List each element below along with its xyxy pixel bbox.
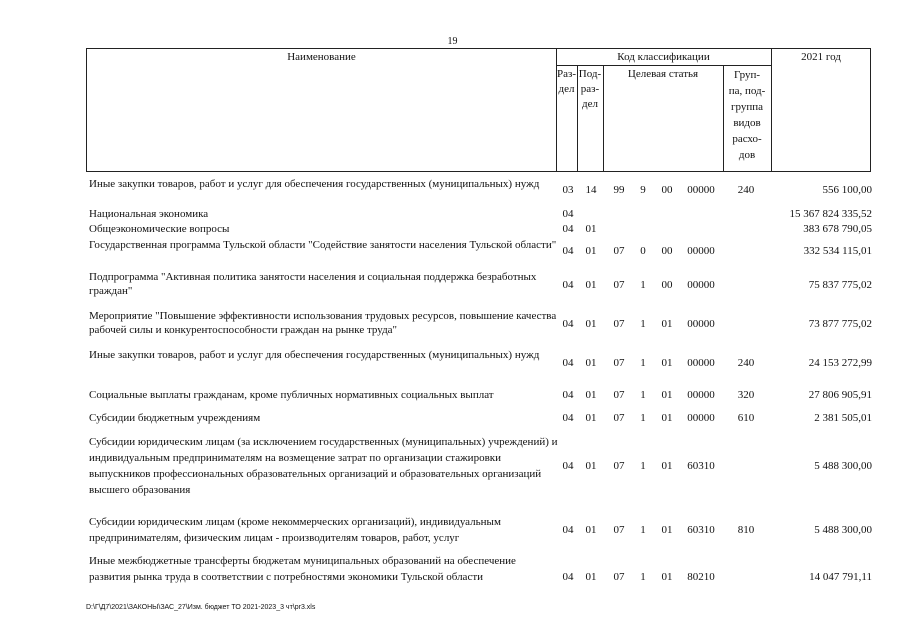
row-name: Иные закупки товаров, работ и услуг для обеспечения государственных (муниципальных) нужд [89,349,540,361]
row-vr: 320 [737,389,755,401]
row-c4: 00000 [687,357,715,369]
row-vr: 610 [737,412,755,424]
row-amount: 24 153 272,99 [808,357,872,369]
table-header [86,48,871,172]
row-rz: 04 [562,524,574,536]
row-amount: 2 381 505,01 [814,412,872,424]
row-pr: 01 [585,279,597,291]
row-c1: 07 [613,318,625,330]
row-amount: 383 678 790,05 [803,223,872,235]
row-c4: 00000 [687,279,715,291]
row-name: Мероприятие "Повышение эффективности использования трудовых ресурсов, повышение качества рабочей силы и конкурентоспособности граждан на рынке труда" [89,310,557,336]
row-c4: 00000 [687,389,715,401]
row-name: Общеэкономические вопросы [89,223,230,235]
header-year: 2021 год [801,51,841,63]
row-c1: 07 [613,412,625,424]
row-pr: 01 [585,357,597,369]
row-amount: 332 534 115,01 [803,245,872,257]
row-c3: 01 [661,357,673,369]
file-path-footer: D:\Г\Д7\2021\ЗАКОНЫ\ЗАС_27\Изм. бюджет ТО 2021-2023_3 чт\pr3.xls [86,604,316,611]
row-pr: 01 [585,223,597,235]
row-rz: 04 [562,460,574,472]
row-name: Государственная программа Тульской области "Содействие занятости населения Тульской области" [89,239,557,251]
row-c1: 07 [613,524,625,536]
row-c4: 00000 [687,318,715,330]
header-code: Код классификации [617,51,710,63]
page-number: 19 [447,36,458,47]
row-name: Иные закупки товаров, работ и услуг для обеспечения государственных (муниципальных) нужд [89,178,540,190]
row-c2: 1 [640,571,646,583]
row-c1: 07 [613,357,625,369]
row-c3: 01 [661,389,673,401]
row-rz: 04 [562,223,574,235]
divider [556,65,771,66]
header-target: Целевая статья [627,68,699,80]
row-c4: 60310 [687,524,715,536]
row-rz: 04 [562,412,574,424]
header-group: Груп- па, под- группа видов расхо- дов [728,69,766,161]
row-rz: 04 [562,279,574,291]
row-c1: 07 [613,389,625,401]
row-pr: 01 [585,412,597,424]
header-podrazdel: Под- раз- дел [578,68,602,110]
row-name: Подпрограмма "Активная политика занятости населения и социальная поддержка безработных граждан" [89,271,537,297]
row-c3: 00 [661,279,673,291]
row-pr: 01 [585,460,597,472]
row-c4: 00000 [687,184,715,196]
row-c3: 01 [661,412,673,424]
row-amount: 14 047 791,11 [809,571,872,583]
row-c3: 01 [661,318,673,330]
row-c4: 00000 [687,245,715,257]
row-c1: 99 [613,184,625,196]
row-amount: 556 100,00 [822,184,872,196]
row-pr: 01 [585,389,597,401]
row-c2: 1 [640,279,646,291]
row-amount: 5 488 300,00 [814,460,872,472]
row-amount: 15 367 824 335,52 [789,208,872,220]
row-name: Субсидии юридическим лицам (за исключением государственных (муниципальных) учреждений) и индивидуальным предпринимателям на возмещение затрат по организации стажировки выпускников профессиональных образовательных организаций и образовательных организаций высшего образования [89,436,558,496]
row-rz: 04 [562,571,574,583]
header-razdel: Раз- дел [556,68,576,95]
row-vr: 240 [737,184,755,196]
header-name: Наименование [287,51,356,63]
row-name: Социальные выплаты гражданам, кроме публичных нормативных социальных выплат [89,389,494,401]
row-pr: 01 [585,524,597,536]
row-c1: 07 [613,245,625,257]
row-c2: 1 [640,318,646,330]
row-c3: 01 [661,460,673,472]
row-vr: 810 [737,524,755,536]
row-rz: 04 [562,208,574,220]
row-pr: 01 [585,571,597,583]
row-c1: 07 [613,571,625,583]
row-c2: 1 [640,357,646,369]
row-name: Субсидии юридическим лицам (кроме некоммерческих организаций), индивидуальным предпринимателям, физическим лицам - производителям товаров, работ, услуг [89,516,501,544]
row-c3: 01 [661,571,673,583]
row-c2: 9 [640,184,646,196]
row-c1: 07 [613,279,625,291]
row-pr: 01 [585,318,597,330]
row-c2: 1 [640,389,646,401]
row-rz: 04 [562,357,574,369]
row-c2: 1 [640,524,646,536]
row-name: Субсидии бюджетным учреждениям [89,412,261,424]
row-vr: 240 [737,357,755,369]
divider [771,49,772,171]
row-c1: 07 [613,460,625,472]
row-c2: 1 [640,412,646,424]
row-c3: 00 [661,245,673,257]
row-pr: 01 [585,245,597,257]
row-amount: 75 837 775,02 [808,279,872,291]
row-c2: 1 [640,460,646,472]
row-c2: 0 [640,245,646,257]
row-name: Иные межбюджетные трансферты бюджетам муниципальных образований на обеспечение развития рынка труда в соответствии с потребностями экономики Тульской области [89,555,516,583]
row-c3: 00 [661,184,673,196]
row-c3: 01 [661,524,673,536]
row-c4: 60310 [687,460,715,472]
row-rz: 04 [562,389,574,401]
row-rz: 04 [562,245,574,257]
row-amount: 27 806 905,91 [808,389,872,401]
row-c4: 80210 [687,571,715,583]
row-amount: 5 488 300,00 [814,524,872,536]
row-c4: 00000 [687,412,715,424]
row-amount: 73 877 775,02 [808,318,872,330]
row-rz: 04 [562,318,574,330]
row-rz: 03 [562,184,574,196]
row-name: Национальная экономика [89,208,209,220]
row-pr: 14 [585,184,597,196]
